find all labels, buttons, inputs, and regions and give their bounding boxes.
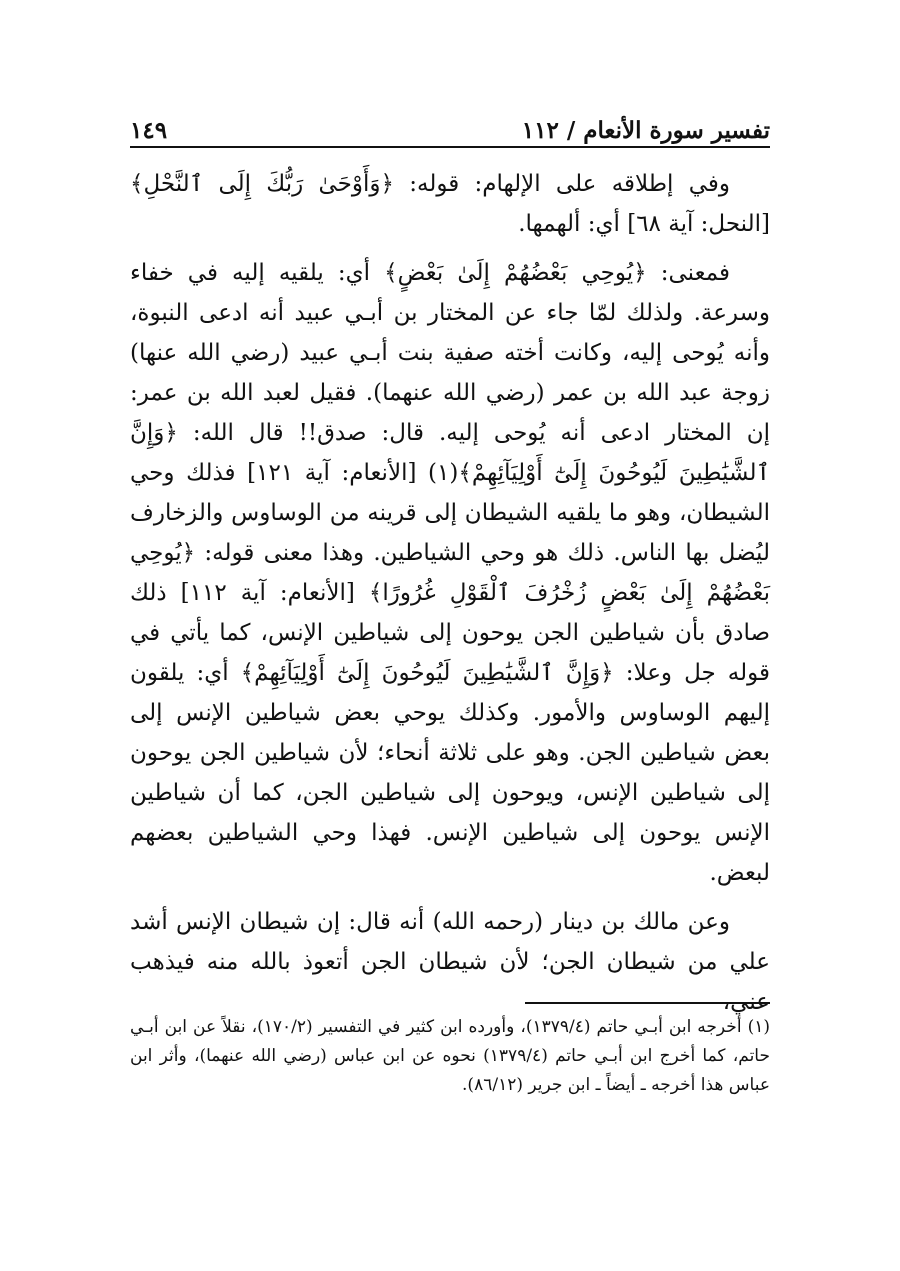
paragraph-malik-ibn-dinar: وعن مالك بن دينار (رحمه الله) أنه قال: إن شيطان الإنس أشد علي من شيطان الجن؛ لأن شيطان الجن أتعوذ بالله منه فيذهب عني، — [130, 909, 770, 1015]
paragraph-wahy-shayatin: فمعنى: ﴿يُوحِي بَعْضُهُمْ إِلَىٰ بَعْضٍ﴾ أي: يلقيه إليه في خفاء وسرعة. ولذلك لمّا جاء عن المختار بن أبـي عبيد أنه ادعى النبوة، وأنه يُوحى إليه، وكانت أخته صفية بنت أبـي عبيد (رضي الله عنها) زوجة عبد الله بن عمر (رضي الله عنهما). فقيل لعبد الله بن عمر: إن المختار ادعى أنه يُوحى إليه. قال: صدق!! قال الله: ﴿وَإِنَّ ٱلشَّيَٰطِينَ لَيُوحُونَ إِلَىٰٓ أَوْلِيَآئِهِمْ﴾(١) [الأنعام: آية ١٢١] فذلك وحي الشيطان، وهو ما يلقيه الشيطان إلى قرينه من الوساوس والزخارف ليُضل بها الناس. ذلك هو وحي الشياطين. وهذا معنى قوله: ﴿يُوحِي بَعْضُهُمْ إِلَىٰ بَعْضٍ زُخْرُفَ ٱلْقَوْلِ غُرُورًا﴾ [الأنعام: آية ١١٢] ذلك صادق بأن شياطين الجن يوحون إلى شياطين الإنس، كما يأتي في قوله جل وعلا: ﴿وَإِنَّ ٱلشَّيَٰطِينَ لَيُوحُونَ إِلَىٰٓ أَوْلِيَآئِهِمْ﴾ أي: يلقون إليهم الوساوس والأمور. وكذلك يوحي بعض شياطين الإنس إلى بعض شياطين الجن. وهو على ثلاثة أنحاء؛ لأن شياطين الجن يوحون إلى شياطين الإنس، ويوحون إلى شياطين الجن، كما أن شياطين الإنس يوحون إلى شياطين الإنس. فهذا وحي الشياطين بعضهم لبعض. — [130, 260, 770, 886]
footnote-1: (١) أخرجه ابن أبـي حاتم (١٣٧٩/٤)، وأورده ابن كثير في التفسير (١٧٠/٢)، نقلاً عن ابن أبـي حاتم، كما أخرج ابن أبـي حاتم (١٣٧٩/٤) نحوه عن ابن عباس (رضي الله عنهما)، وأثر ابن عباس هذا أخرجه ـ أيضاً ـ ابن جرير (٨٦/١٢). — [130, 1017, 770, 1095]
paragraph-ilham: وفي إطلاقه على الإلهام: قوله: ﴿وَأَوْحَىٰ رَبُّكَ إِلَى ٱلنَّحْلِ﴾ [النحل: آية ٦٨] أي: ألهمها. — [130, 171, 770, 237]
footnote-divider — [525, 1002, 770, 1004]
page-number: ١٤٩ — [130, 117, 168, 144]
header-divider — [130, 146, 770, 148]
running-header — [130, 108, 770, 144]
running-title: تفسير سورة الأنعام / ١١٢ — [521, 117, 770, 144]
footnote — [130, 1013, 770, 1100]
main-text — [130, 164, 770, 1022]
